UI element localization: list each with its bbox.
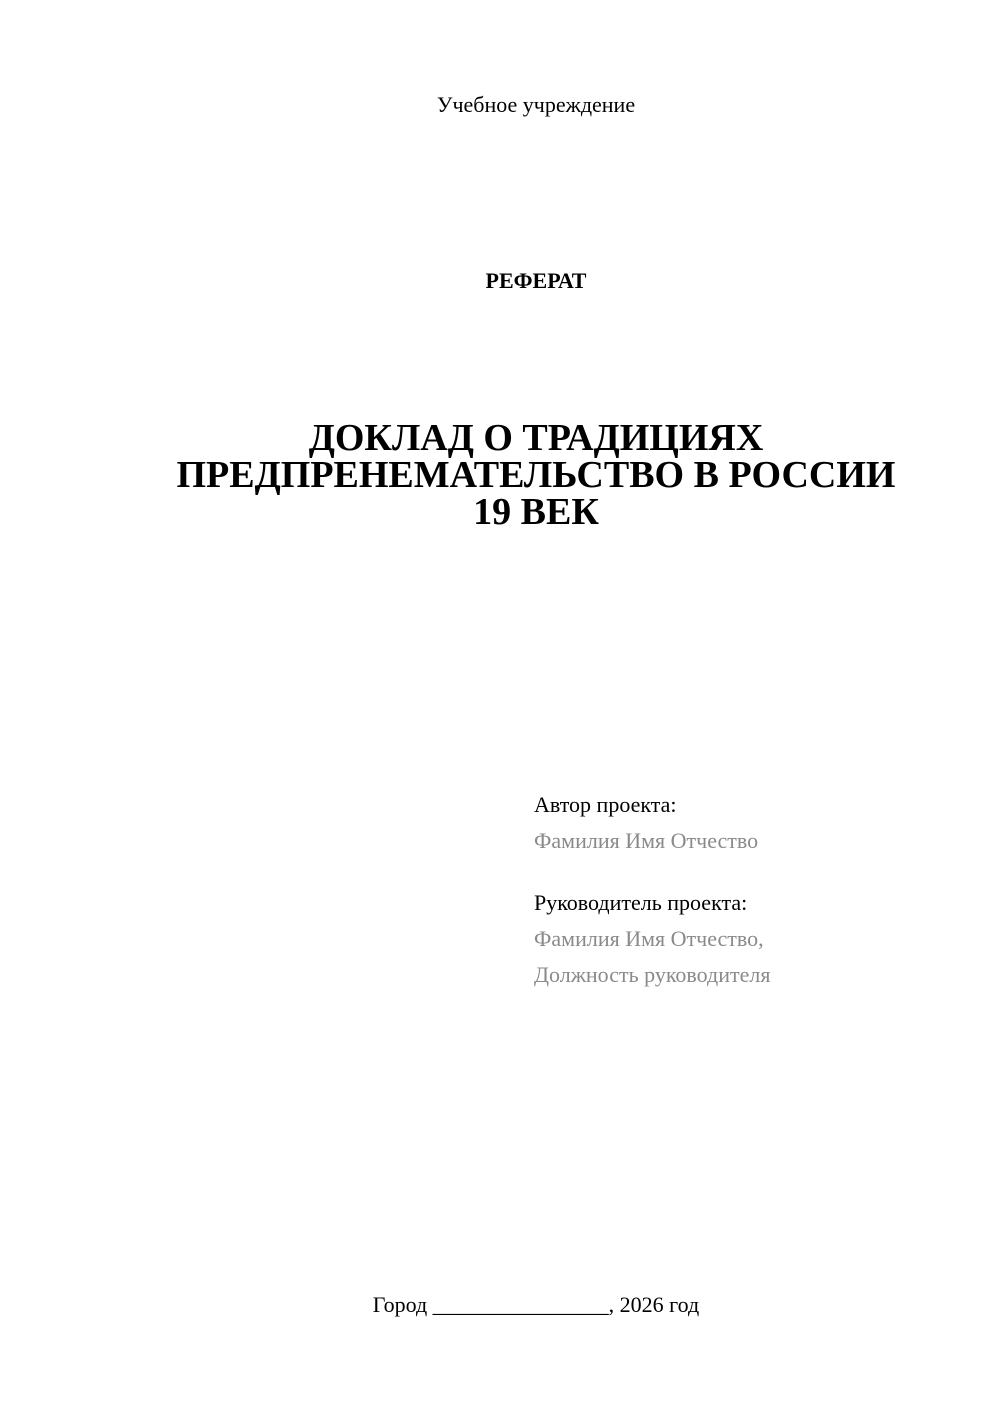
document-title [0, 417, 1000, 533]
title-line-1: ДОКЛАД О ТРАДИЦИЯХ [308, 417, 764, 459]
city-year-line: Город ________________, 2026 год [372, 1292, 700, 1317]
author-name: Фамилия Имя Отчество [534, 828, 759, 853]
title-line-2: ПРЕДПРЕНЕМАТЕЛЬСТВО В РОССИИ [176, 454, 896, 496]
title-line-3: 19 ВЕК [473, 491, 599, 533]
supervisor-position: Должность руководителя [534, 962, 771, 987]
supervisor-label: Руководитель проекта: [534, 890, 748, 915]
author-label: Автор проекта: [534, 792, 677, 817]
supervisor-name: Фамилия Имя Отчество, [534, 926, 764, 951]
institution-name: Учебное учреждение [436, 92, 636, 117]
document-type: РЕФЕРАТ [485, 268, 587, 293]
project-info [534, 787, 770, 993]
